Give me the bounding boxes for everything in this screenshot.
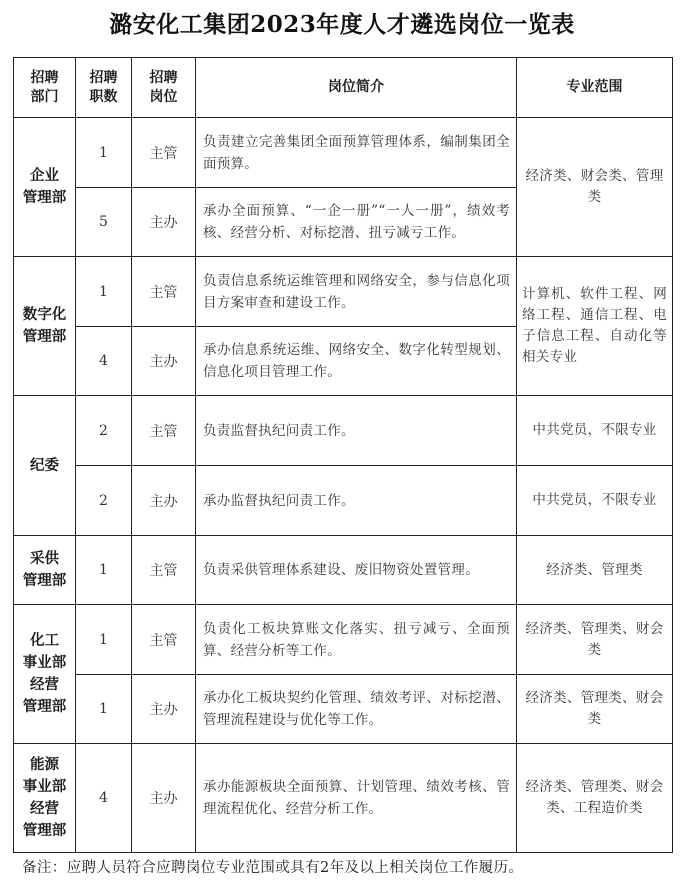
count-cell: 2 (76, 396, 132, 466)
dept-cell: 数字化 管理部 (14, 257, 76, 396)
description-cell: 承办监督执纪问责工作。 (196, 466, 517, 536)
position-cell: 主办 (132, 744, 196, 853)
count-cell: 1 (76, 605, 132, 675)
table-row (14, 257, 673, 327)
major-cell: 经济类、管理类 (517, 536, 673, 605)
count-cell: 2 (76, 466, 132, 536)
position-cell: 主办 (132, 466, 196, 536)
table-row (14, 118, 673, 188)
header-count: 招聘 职数 (76, 58, 132, 118)
description-cell: 承办能源板块全面预算、计划管理、绩效考核、管理流程优化、经营分析工作。 (196, 744, 517, 853)
description-cell: 承办全面预算、“一企一册”“一人一册”，绩效考核、经营分析、对标挖潜、扭亏减亏工作。 (196, 188, 517, 257)
count-cell: 1 (76, 257, 132, 327)
dept-cell: 企业 管理部 (14, 118, 76, 257)
major-cell: 计算机、软件工程、网络工程、通信工程、电子信息工程、自动化等相关专业 (517, 257, 673, 396)
table-row (14, 675, 673, 744)
major-cell: 经济类、管理类、财会类 (517, 605, 673, 675)
description-cell: 负责采供管理体系建设、废旧物资处置管理。 (196, 536, 517, 605)
description-cell: 负责建立完善集团全面预算管理体系，编制集团全面预算。 (196, 118, 517, 188)
count-cell: 1 (76, 675, 132, 744)
table-row (14, 396, 673, 466)
major-cell: 中共党员，不限专业 (517, 466, 673, 536)
description-cell: 负责信息系统运维管理和网络安全，参与信息化项目方案审查和建设工作。 (196, 257, 517, 327)
dept-cell: 纪委 (14, 396, 76, 536)
positions-table (13, 57, 673, 853)
dept-cell: 采供 管理部 (14, 536, 76, 605)
table-row (14, 536, 673, 605)
position-cell: 主管 (132, 536, 196, 605)
dept-cell: 化工 事业部 经营 管理部 (14, 605, 76, 744)
count-cell: 4 (76, 327, 132, 396)
page-title: 潞安化工集团2023年度人才遴选岗位一览表 (109, 11, 575, 38)
position-cell: 主办 (132, 188, 196, 257)
major-cell: 经济类、管理类、财会类 (517, 675, 673, 744)
table-row (14, 466, 673, 536)
table-row (14, 744, 673, 853)
position-cell: 主办 (132, 675, 196, 744)
count-cell: 1 (76, 118, 132, 188)
footnote: 备注：应聘人员符合应聘岗位专业范围或具有2年及以上相关岗位工作履历。 (22, 860, 524, 876)
description-cell: 承办信息系统运维、网络安全、数字化转型规划、信息化项目管理工作。 (196, 327, 517, 396)
major-cell: 中共党员，不限专业 (517, 396, 673, 466)
major-cell: 经济类、管理类、财会类、工程造价类 (517, 744, 673, 853)
major-cell: 经济类、财会类、管理类 (517, 118, 673, 257)
header-dept: 招聘 部门 (14, 58, 76, 118)
header-position: 招聘 岗位 (132, 58, 196, 118)
description-cell: 承办化工板块契约化管理、绩效考评、对标挖潜、管理流程建设与优化等工作。 (196, 675, 517, 744)
count-cell: 4 (76, 744, 132, 853)
header-major: 专业范围 (517, 58, 673, 118)
count-cell: 1 (76, 536, 132, 605)
count-cell: 5 (76, 188, 132, 257)
table-row (14, 605, 673, 675)
position-cell: 主办 (132, 327, 196, 396)
header-row (14, 58, 673, 118)
position-cell: 主管 (132, 605, 196, 675)
position-cell: 主管 (132, 396, 196, 466)
description-cell: 负责监督执纪问责工作。 (196, 396, 517, 466)
description-cell: 负责化工板块算账文化落实、扭亏减亏、全面预算、经营分析等工作。 (196, 605, 517, 675)
dept-cell: 能源 事业部 经营 管理部 (14, 744, 76, 853)
header-description: 岗位简介 (196, 58, 517, 118)
position-cell: 主管 (132, 257, 196, 327)
position-cell: 主管 (132, 118, 196, 188)
